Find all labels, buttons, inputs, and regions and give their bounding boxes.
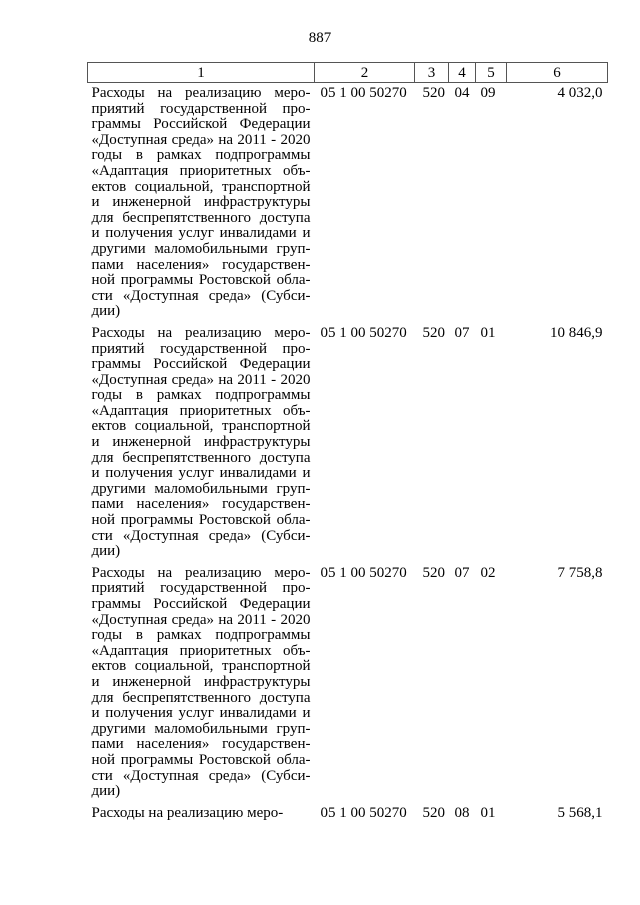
amount-value: 4 032,0 <box>557 85 603 101</box>
description-line: «Адаптация приоритетных объ- <box>91 642 311 659</box>
description-line: для беспрепятственного доступа <box>91 449 311 466</box>
description-line: Расходы на реализацию меро- <box>91 324 311 341</box>
subsection-code: 02 <box>480 564 496 581</box>
description-line: приятий государственной про- <box>91 580 311 597</box>
description-line: для беспрепятственного доступа <box>91 689 311 706</box>
description-line: сти «Доступная среда» (Субси- <box>91 527 311 544</box>
table-row <box>88 563 608 803</box>
table-body <box>88 83 608 825</box>
expense-type-code: 520 <box>422 564 445 581</box>
description-line: для беспрепятственного доступа <box>91 209 311 226</box>
description-line: годы в рамках подпрограммы <box>91 147 311 164</box>
description-line: другими маломобильными груп- <box>91 480 311 497</box>
column-header-5: 5 <box>476 63 507 83</box>
table-row <box>88 323 608 563</box>
amount-value: 5 568,1 <box>557 804 603 821</box>
description-line: ектов социальной, транспортной <box>91 178 311 195</box>
description-line: дии) <box>91 303 121 320</box>
column-header-2: 2 <box>315 63 415 83</box>
description-line: ной программы Ростовской обла- <box>91 751 311 768</box>
description-line: приятий государственной про- <box>91 340 311 357</box>
target-article-code: 05 1 00 50270 <box>320 324 407 341</box>
description-line: приятий государственной про- <box>91 100 311 117</box>
description-line: годы в рамках подпрограммы <box>91 387 311 404</box>
table-header-row <box>88 63 608 83</box>
expense-type-code: 520 <box>422 324 445 341</box>
description-line: граммы Российской Федерации <box>91 116 311 133</box>
description-line: граммы Российской Федерации <box>91 356 311 373</box>
section-code: 04 <box>454 85 470 101</box>
target-article-code: 05 1 00 50270 <box>320 85 407 101</box>
section-code: 08 <box>454 804 470 821</box>
subsection-code: 09 <box>480 85 496 101</box>
description-line: пами населения» государствен- <box>91 496 311 513</box>
expense-description <box>88 803 315 825</box>
description-line: «Доступная среда» на 2011 - 2020 <box>91 611 311 628</box>
description-line: и инженерной инфраструктуры <box>91 434 311 451</box>
column-header-4: 4 <box>449 63 476 83</box>
amount-value: 10 846,9 <box>550 324 603 341</box>
target-article-code: 05 1 00 50270 <box>320 564 407 581</box>
description-line: «Адаптация приоритетных объ- <box>91 162 311 179</box>
expense-type-code: 520 <box>422 85 445 101</box>
amount-value: 7 758,8 <box>557 564 603 581</box>
expense-type-code: 520 <box>422 804 445 821</box>
description-line: ектов социальной, транспортной <box>91 658 311 675</box>
description-line: пами населения» государствен- <box>91 256 311 273</box>
description-line: ной программы Ростовской обла- <box>91 512 311 529</box>
description-line: ектов социальной, транспортной <box>91 418 311 435</box>
description-line: и инженерной инфраструктуры <box>91 673 311 690</box>
description-line: и инженерной инфраструктуры <box>91 194 311 211</box>
budget-table <box>87 62 608 824</box>
description-line: другими маломобильными груп- <box>91 720 311 737</box>
column-header-1: 1 <box>88 63 315 83</box>
table-row <box>88 803 608 825</box>
subsection-code: 01 <box>480 804 496 821</box>
description-line: Расходы на реализацию меро- <box>91 804 284 821</box>
description-line: Расходы на реализацию меро- <box>91 564 311 581</box>
expense-description <box>88 563 315 803</box>
description-line: «Адаптация приоритетных объ- <box>91 402 311 419</box>
description-line: сти «Доступная среда» (Субси- <box>91 287 311 304</box>
column-header-3: 3 <box>415 63 449 83</box>
column-header-6: 6 <box>507 63 608 83</box>
description-line: «Доступная среда» на 2011 - 2020 <box>91 371 311 388</box>
expense-description <box>88 83 315 323</box>
description-line: граммы Российской Федерации <box>91 596 311 612</box>
page-number: 887 <box>308 30 332 46</box>
table-row <box>88 83 608 323</box>
section-code: 07 <box>454 324 470 341</box>
description-line: ной программы Ростовской обла- <box>91 272 311 289</box>
description-line: и получения услуг инвалидами и <box>91 705 311 722</box>
description-line: Расходы на реализацию меро- <box>91 85 311 101</box>
description-line: дии) <box>91 543 121 560</box>
description-line: и получения услуг инвалидами и <box>91 225 311 242</box>
description-line: дии) <box>91 783 121 800</box>
description-line: пами населения» государствен- <box>91 736 311 753</box>
description-line: и получения услуг инвалидами и <box>91 465 311 482</box>
description-line: другими маломобильными груп- <box>91 240 311 257</box>
description-line: сти «Доступная среда» (Субси- <box>91 767 311 784</box>
target-article-code: 05 1 00 50270 <box>320 804 407 821</box>
description-line: «Доступная среда» на 2011 - 2020 <box>91 131 311 148</box>
section-code: 07 <box>454 564 470 581</box>
subsection-code: 01 <box>480 324 496 341</box>
description-line: годы в рамках подпрограммы <box>91 627 311 644</box>
expense-description <box>88 323 315 563</box>
